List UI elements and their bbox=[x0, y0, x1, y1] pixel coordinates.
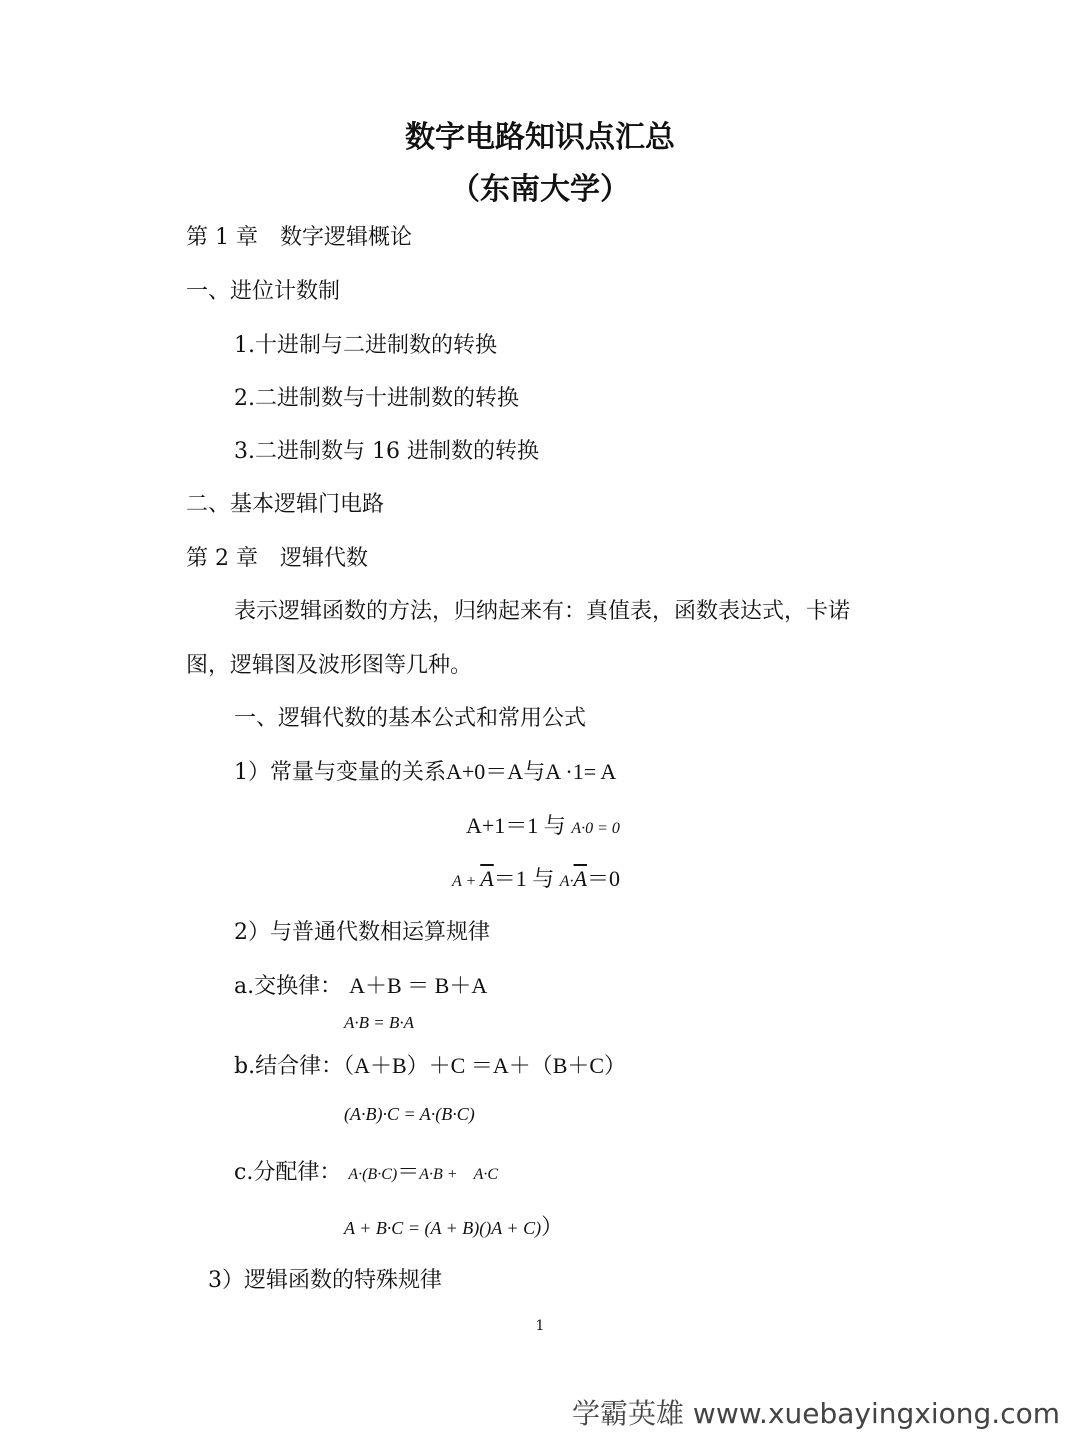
distributive-equation-2: A + B·C = (A + B)()A + C) bbox=[344, 1218, 542, 1238]
commutative-equation-2: A·B = B·A bbox=[344, 1013, 415, 1032]
watermark: 学霸英雄 www.xuebayingxiong.com bbox=[572, 1397, 1060, 1430]
distributive-equation-2-line bbox=[344, 1210, 563, 1241]
rule-1-label: 1）常量与变量的关系 bbox=[234, 760, 446, 785]
subsection-1-heading: 一、逻辑代数的基本公式和常用公式 bbox=[234, 706, 587, 731]
rule-3-complement-b: $\overline{A}$ bbox=[573, 866, 587, 891]
rule-3-conjunction: 与 bbox=[532, 866, 555, 891]
rule-1-line bbox=[234, 755, 616, 786]
chapter-1-heading: 第 1 章 数字逻辑概论 bbox=[186, 225, 412, 250]
commutative-label: a.交换律： bbox=[234, 974, 343, 999]
paragraph-line-1: 表示逻辑函数的方法，归纳起来有：真值表，函数表达式，卡诺 bbox=[234, 599, 851, 624]
chapter-2-heading: 第 2 章 逻辑代数 bbox=[186, 546, 368, 571]
list-item-3: 3.二进制数与 16 进制数的转换 bbox=[234, 439, 539, 464]
distributive-equals: ＝ bbox=[397, 1159, 420, 1184]
rule-3-line bbox=[452, 862, 620, 893]
section-2-heading: 二、基本逻辑门电路 bbox=[186, 492, 385, 517]
associative-label: b.结合律： bbox=[234, 1054, 344, 1079]
rule-3-equation-b: ＝0 bbox=[587, 866, 621, 891]
list-item-2: 2.二进制数与十进制数的转换 bbox=[234, 386, 519, 411]
rule-1-equation-a: A+0＝A bbox=[446, 759, 524, 784]
distributive-line bbox=[234, 1155, 498, 1186]
distributive-equation-a: A·(B·C) bbox=[348, 1166, 398, 1183]
distributive-label: c.分配律： bbox=[234, 1160, 342, 1185]
page-number: 1 bbox=[535, 1318, 545, 1334]
commutative-equation: A＋B ＝ B＋A bbox=[349, 973, 488, 998]
section-1-heading: 一、进位计数制 bbox=[186, 279, 341, 304]
rule-3-complement-a: $\overline{A}$ bbox=[480, 866, 494, 891]
associative-line bbox=[234, 1049, 626, 1080]
paragraph-line-2: 图，逻辑图及波形图等几种。 bbox=[186, 653, 473, 678]
rule-2-line bbox=[466, 809, 620, 840]
document-title: 数字电路知识点汇总 bbox=[405, 120, 675, 155]
rule-3-equation-a: ＝1 bbox=[493, 866, 527, 891]
subsection-3-heading: 3）逻辑函数的特殊规律 bbox=[208, 1268, 442, 1293]
subsection-2-heading: 2）与普通代数相运算规律 bbox=[234, 920, 490, 945]
document-subtitle: （东南大学） bbox=[450, 172, 630, 207]
rule-3-lhs: A + bbox=[452, 873, 481, 890]
rule-2-equation-b: A·0 = 0 bbox=[571, 820, 620, 837]
associative-equation-2: (A·B)·C = A·(B·C) bbox=[344, 1104, 475, 1124]
rule-1-conjunction: 与 bbox=[523, 760, 546, 785]
associative-equation: （A＋B）＋C ＝A＋（B＋C） bbox=[343, 1053, 627, 1078]
list-item-1: 1.十进制与二进制数的转换 bbox=[234, 333, 497, 358]
rule-1-equation-b: A ·1= A bbox=[545, 759, 617, 784]
commutative-line bbox=[234, 969, 487, 1000]
rule-2-conjunction: 与 bbox=[543, 813, 566, 838]
distributive-equation-b: A·B + A·C bbox=[419, 1166, 499, 1183]
rule-2-equation-a: A+1＝1 bbox=[466, 813, 539, 838]
rule-3-lhs-b: A· bbox=[559, 873, 574, 890]
distributive-equation-2-tail: ） bbox=[541, 1214, 564, 1239]
